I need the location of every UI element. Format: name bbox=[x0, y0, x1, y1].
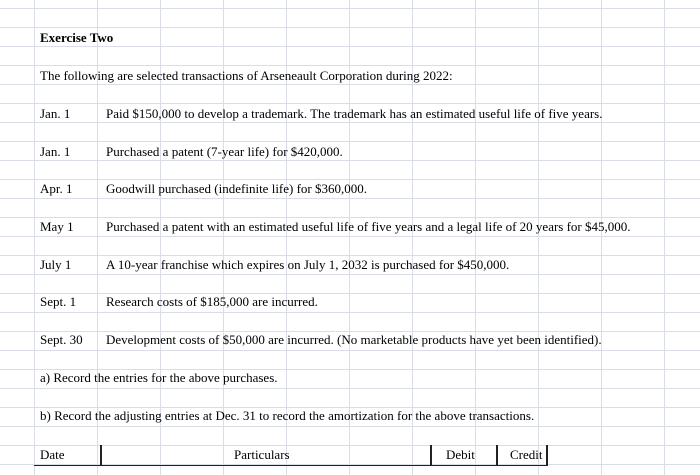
transaction-date: Sept. 30 bbox=[40, 332, 83, 347]
exercise-intro: The following are selected transactions of Arseneault Corporation during 2022: bbox=[40, 68, 453, 83]
journal-debit-header: Debit bbox=[446, 447, 475, 462]
transaction-date: Jan. 1 bbox=[40, 106, 71, 121]
transaction-text: Research costs of $185,000 are incurred. bbox=[106, 294, 318, 309]
transaction-text: A 10-year franchise which expires on July 1, 2032 is purchased for $450,000. bbox=[106, 257, 510, 272]
journal-particulars-header: Particulars bbox=[234, 447, 290, 462]
transaction-text: Goodwill purchased (indefinite life) for $360,000. bbox=[106, 181, 368, 196]
column-divider bbox=[546, 445, 548, 466]
journal-credit-header: Credit bbox=[510, 447, 543, 462]
transaction-date: July 1 bbox=[40, 257, 72, 272]
column-divider bbox=[496, 445, 498, 466]
exercise-title: Exercise Two bbox=[40, 30, 114, 45]
transaction-text: Purchased a patent with an estimated useful life of five years and a legal life of 20 years for $45,000. bbox=[106, 219, 631, 234]
transaction-text: Paid $150,000 to develop a trademark. The trademark has an estimated useful life of five years. bbox=[106, 106, 603, 121]
transaction-date: Apr. 1 bbox=[40, 181, 73, 196]
column-divider bbox=[100, 445, 102, 466]
journal-header-row bbox=[34, 444, 548, 466]
part-a-instruction: a) Record the entries for the above purchases. bbox=[40, 370, 278, 385]
column-divider bbox=[430, 445, 432, 466]
transaction-text: Development costs of $50,000 are incurred. (No marketable products have yet been identified). bbox=[106, 332, 602, 347]
part-b-instruction: b) Record the adjusting entries at Dec. 31 to record the amortization for the above transactions. bbox=[40, 408, 535, 423]
transaction-text: Purchased a patent (7-year life) for $420,000. bbox=[106, 144, 343, 159]
transaction-date: Jan. 1 bbox=[40, 144, 71, 159]
journal-date-header: Date bbox=[40, 447, 65, 462]
transaction-date: Sept. 1 bbox=[40, 294, 77, 309]
transaction-date: May 1 bbox=[40, 219, 74, 234]
